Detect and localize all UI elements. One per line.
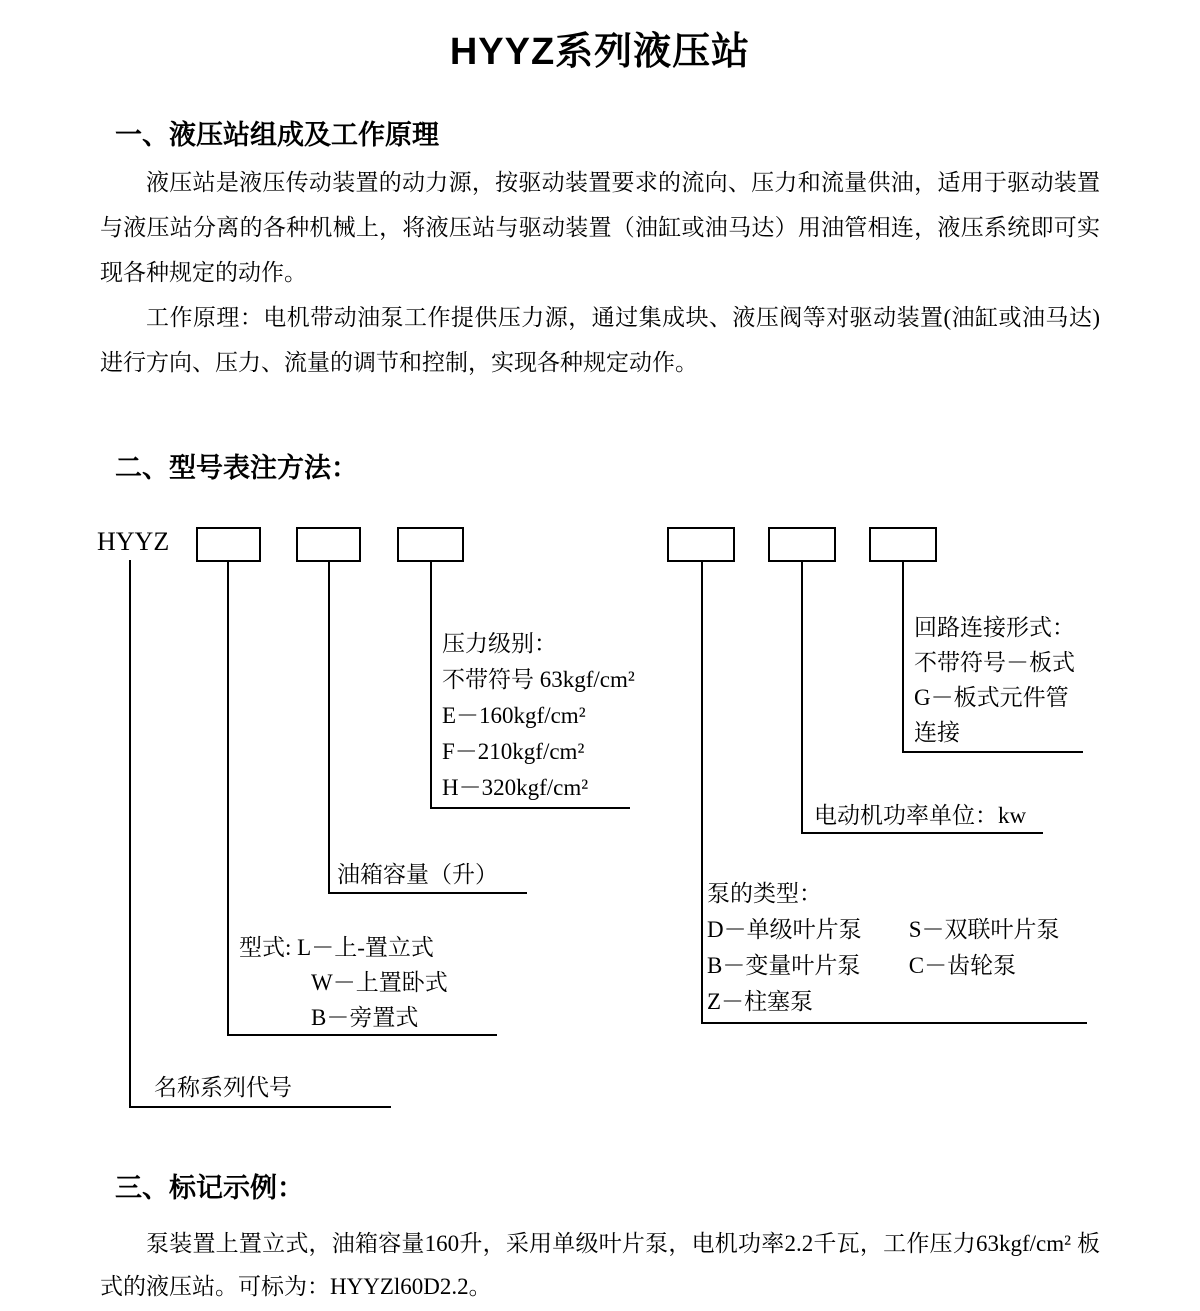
connector-hline-circuit (902, 751, 1083, 753)
pressure-level-block (442, 626, 635, 806)
pump-type-item: Z－柱塞泵 (707, 989, 814, 1014)
mount-type-line: 型式: L－上-置立式 (239, 935, 434, 960)
mount-type-line: B－旁置式 (311, 1005, 419, 1030)
section-two-heading: 二、型号表注方法： (115, 453, 358, 483)
section-one-para-2: 工作原理：电机带动油泵工作提供压力源，通过集成块、液压阀等对驱动装置(油缸或油马达)进行方向、压力、流量的调节和控制，实现各种规定动作。 (100, 305, 1100, 375)
model-code-box-2 (296, 527, 361, 562)
mount-type-block (239, 930, 448, 1035)
pump-type-block (707, 876, 1060, 1020)
model-code-box-6 (869, 527, 937, 562)
connector-vline-motor (801, 560, 803, 834)
pump-type-row (707, 984, 1060, 1020)
pressure-level-line: H－320kgf/cm² (442, 775, 589, 800)
section-one-heading: 一、液压站组成及工作原理 (115, 120, 439, 150)
model-code-box-4 (667, 527, 735, 562)
pump-type-item: D－单级叶片泵 (707, 917, 862, 942)
pump-type-row (707, 912, 1060, 948)
tank-capacity-label: 油箱容量（升） (337, 862, 498, 887)
circuit-connection-line: 连接 (914, 720, 960, 745)
section-one-para-1: 液压站是液压传动装置的动力源，按驱动装置要求的流向、压力和流量供油，适用于驱动装置与液压站分离的各种机械上，将液压站与驱动装置（油缸或油马达）用油管相连，液压系统即可实现各种规定的动作。 (100, 170, 1100, 285)
connector-hline-series (129, 1106, 391, 1108)
section-three-para: 泵装置上置立式，油箱容量160升，采用单级叶片泵，电机功率2.2千瓦，工作压力63kgf/cm² 板式的液压站。可标为：HYYZl60D2.2。 (100, 1231, 1100, 1299)
model-code-box-5 (768, 527, 836, 562)
connector-vline-tank (328, 560, 330, 894)
page-title: HYYZ系列液压站 (449, 31, 751, 73)
connector-hline-motor (801, 832, 1043, 834)
connector-vline-pump (701, 560, 703, 1024)
pressure-level-line: F－210kgf/cm² (442, 739, 585, 764)
circuit-connection-line: 不带符号－板式 (914, 650, 1075, 675)
connector-hline-tank (328, 892, 527, 894)
series-code-text: HYYZ (97, 527, 170, 556)
pump-type-title: 泵的类型： (707, 881, 822, 906)
motor-power-label: 电动机功率单位：kw (814, 803, 1027, 828)
connector-vline-mount (227, 560, 229, 1036)
model-code-box-3 (397, 527, 464, 562)
circuit-connection-line: G－板式元件管 (914, 685, 1069, 710)
pressure-level-title: 压力级别： (442, 631, 557, 656)
circuit-connection-title: 回路连接形式： (914, 615, 1075, 640)
connector-vline-series (129, 560, 131, 1108)
pump-type-row (707, 948, 1060, 984)
pump-type-item: S－双联叶片泵 (908, 917, 1060, 942)
connector-hline-pump (701, 1022, 1087, 1024)
mount-type-line: W－上置卧式 (311, 970, 448, 995)
pump-type-item: B－变量叶片泵 (707, 953, 861, 978)
connector-hline-pressure (430, 807, 630, 809)
pressure-level-line: 不带符号 63kgf/cm² (442, 667, 635, 692)
circuit-connection-block (914, 610, 1075, 750)
pressure-level-line: E－160kgf/cm² (442, 703, 586, 728)
model-code-box-1 (196, 527, 261, 562)
pump-type-item: C－齿轮泵 (908, 953, 1017, 978)
connector-vline-circuit (902, 560, 904, 753)
connector-vline-pressure (430, 560, 432, 809)
section-three-heading: 三、标记示例： (115, 1173, 304, 1203)
series-name-label: 名称系列代号 (154, 1075, 292, 1100)
